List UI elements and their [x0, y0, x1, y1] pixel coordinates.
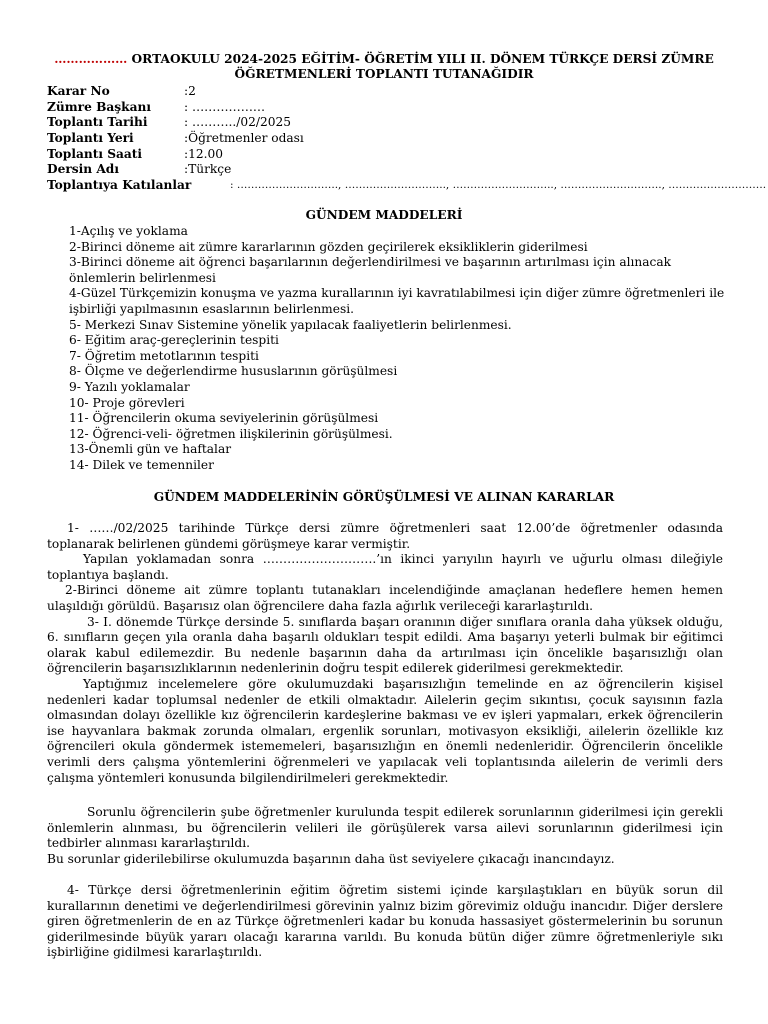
meta-label: Toplantı Saati: [47, 146, 143, 161]
decision-paragraph: 2-Birinci döneme ait zümre toplantı tutanakları incelendiğinde amaçlanan hedeflere hemen hemen ulaşıldığı görüldü. Başarısız olan öğrencilere daha fazla ağırlık verileceği kararlaştırıldı.: [47, 583, 723, 613]
meta-label: Zümre Başkanı: [47, 99, 151, 114]
meta-label: Toplantı Yeri: [47, 131, 134, 146]
title-line-2: ÖĞRETMENLERİ TOPLANTI TUTANAĞIDIR: [234, 67, 534, 82]
meta-row-place: [47, 131, 727, 147]
agenda-list: [69, 224, 729, 474]
decisions-block-3: [47, 883, 723, 961]
meta-label: Karar No: [47, 84, 110, 98]
agenda-item: 8- Ölçme ve değerlendirme hususlarının görüşülmesi: [69, 364, 398, 379]
agenda-item: 11- Öğrencilerin okuma seviyelerinin görüşülmesi: [69, 411, 379, 426]
decision-paragraph: Yapılan yoklamadan sonra ……………………….’ın ikinci yarıyılın hayırlı ve uğurlu olması dileğiyle toplantıya başlandı.: [47, 552, 723, 582]
meta-row-date: [47, 115, 727, 131]
meta-row-chair: [47, 100, 727, 116]
meta-value: : ………../02/2025: [184, 115, 292, 130]
decision-paragraph: Yaptığımız incelemelere göre okulumuzdaki başarısızlığın temelinde en az öğrencilerin kişisel nedenleri kadar toplumsal nedenler de etkili olmaktadır. Ailelerin geçim sıkıntısı, çocuk sayısının fazla olmasından dolayı özellikle kız öğrencilerin kardeşlerine bakması ve ev işleri yapmaları, erkek öğrencilerin ise hayvanlara bakmak zorunda olmaları, ergenlik sorunları, motivasyon eksikliği, ailelerin özellikle kız öğrencileri okula göndermek istememeleri, başarısızlığın en önemli nedenleridir. Öğrencilerin öncelikle verimli ders çalışma yöntemlerini öğrenmeleri ve yapılacak veli toplantısında ailelerin de verimli ders çalışma yöntemleri konusunda bilgilendirilmeleri gerekmektedir.: [47, 676, 723, 785]
meta-label: Dersin Adı: [47, 162, 119, 177]
document-title: [46, 52, 722, 83]
decision-paragraph: 4- Türkçe dersi öğretmenlerinin eğitim öğretim sistemi içinde karşılaştıkları en büyük sorun dil kurallarının denetimi ve değerlendirilmesi görevinin yalnız bizim görevimiz olduğu inancıdır. Diğer derslere giren öğretmenlerin de en az Türkçe öğretmenleri kadar bu konuda hassasiyet göstermelerinin bu sorunun giderilmesinde büyük yararı olacağı kararına varıldı. Bu konuda bütün diğer zümre öğretmenleriyle sıkı işbirliğine gidilmesi kararlaştırıldı.: [47, 883, 723, 960]
agenda-item: 10- Proje görevleri: [69, 395, 185, 410]
agenda-item: 5- Merkezi Sınav Sistemine yönelik yapılacak faaliyetlerin belirlenmesi.: [69, 317, 512, 332]
decision-paragraph: 3- I. dönemde Türkçe dersinde 5. sınıflarda başarı oranının diğer sınıflara oranla daha yüksek olduğu, 6. sınıfların geçen yıla oranla daha başarılı oldukları tespit edildi. Ama başarıyı yeterli bulmak bir eğitimci olarak kabul edilemezdir. Bu nedenle başarının daha da artırılması için öncelikle başarısızlığı olan öğrencilerin başarısızlıklarının nedenlerinin doğru tespit edilerek giderilmesi gerekmektedir.: [47, 614, 723, 676]
agenda-item: 4-Güzel Türkçemizin konuşma ve yazma kurallarının iyi kavratılabilmesi için diğer zümre öğretmenleri ile işbirliği yapılmasının esaslarının belirlenmesi.: [69, 286, 725, 316]
decisions-block-2: [47, 805, 723, 867]
meta-value: :Türkçe: [184, 162, 232, 177]
meta-value: : ……………………….., ……………………….., ……………………….., ……………………….., ……………………….: [230, 179, 767, 192]
meta-value: :Öğretmenler odası: [184, 131, 304, 146]
agenda-item: 3-Birinci döneme ait öğrenci başarılarının değerlendirilmesi ve başarının artırılması için alınacak önlemlerin belirlenmesi: [69, 255, 672, 285]
decision-paragraph: 1- ……/02/2025 tarihinde Türkçe dersi zümre öğretmenleri saat 12.00’de öğretmenler odasında toplanarak belirlenen gündemi görüşmeye karar vermiştir.: [47, 521, 723, 551]
agenda-item: 9- Yazılı yoklamalar: [69, 379, 190, 394]
decisions-title: GÜNDEM MADDELERİNİN GÖRÜŞÜLMESİ VE ALINAN KARARLAR: [153, 490, 615, 504]
title-line-1: ORTAOKULU 2024-2025 EĞİTİM- ÖĞRETİM YILI II. DÖNEM TÜRKÇE DERSİ ZÜMRE: [127, 52, 714, 66]
meta-value: :2: [184, 84, 196, 98]
meta-row-course: [47, 162, 727, 178]
agenda-item: 1-Açılış ve yoklama: [69, 224, 188, 238]
meeting-info: [47, 84, 767, 194]
meta-row-attendees: [47, 178, 767, 194]
title-school-placeholder: ………………: [54, 52, 128, 66]
decisions-block-1: [47, 521, 723, 786]
agenda-item: 12- Öğrenci-veli- öğretmen ilişkilerinin görüşülmesi.: [69, 426, 393, 441]
meta-label: Toplantıya Katılanlar: [47, 178, 192, 193]
meta-value: : ………………: [184, 99, 266, 114]
agenda-item: 2-Birinci döneme ait zümre kararlarının gözden geçirilerek eksikliklerin giderilmesi: [69, 239, 588, 254]
decision-paragraph: Sorunlu öğrencilerin şube öğretmenler kurulunda tespit edilerek sorunlarının giderilmesi için gerekli önlemlerin alınması, bu öğrencilerin velileri ile görüşülerek varsa ailevi sorunlarının giderilmesi için tedbirler alınması kararlaştırıldı.: [47, 805, 723, 851]
meta-row-decision-no: [47, 84, 727, 100]
agenda-item: 6- Eğitim araç-gereçlerinin tespiti: [69, 333, 279, 348]
meta-label: Toplantı Tarihi: [47, 115, 148, 130]
meta-value: :12.00: [184, 146, 223, 161]
agenda-item: 7- Öğretim metotlarının tespiti: [69, 348, 259, 363]
decision-paragraph: Bu sorunlar giderilebilirse okulumuzda başarının daha üst seviyelere çıkacağı inancındayız.: [47, 851, 615, 866]
agenda-item: 13-Önemli gün ve haftalar: [69, 442, 232, 457]
agenda-item: 14- Dilek ve temenniler: [69, 457, 214, 472]
agenda-title: GÜNDEM MADDELERİ: [305, 208, 463, 222]
meta-row-time: [47, 147, 727, 163]
